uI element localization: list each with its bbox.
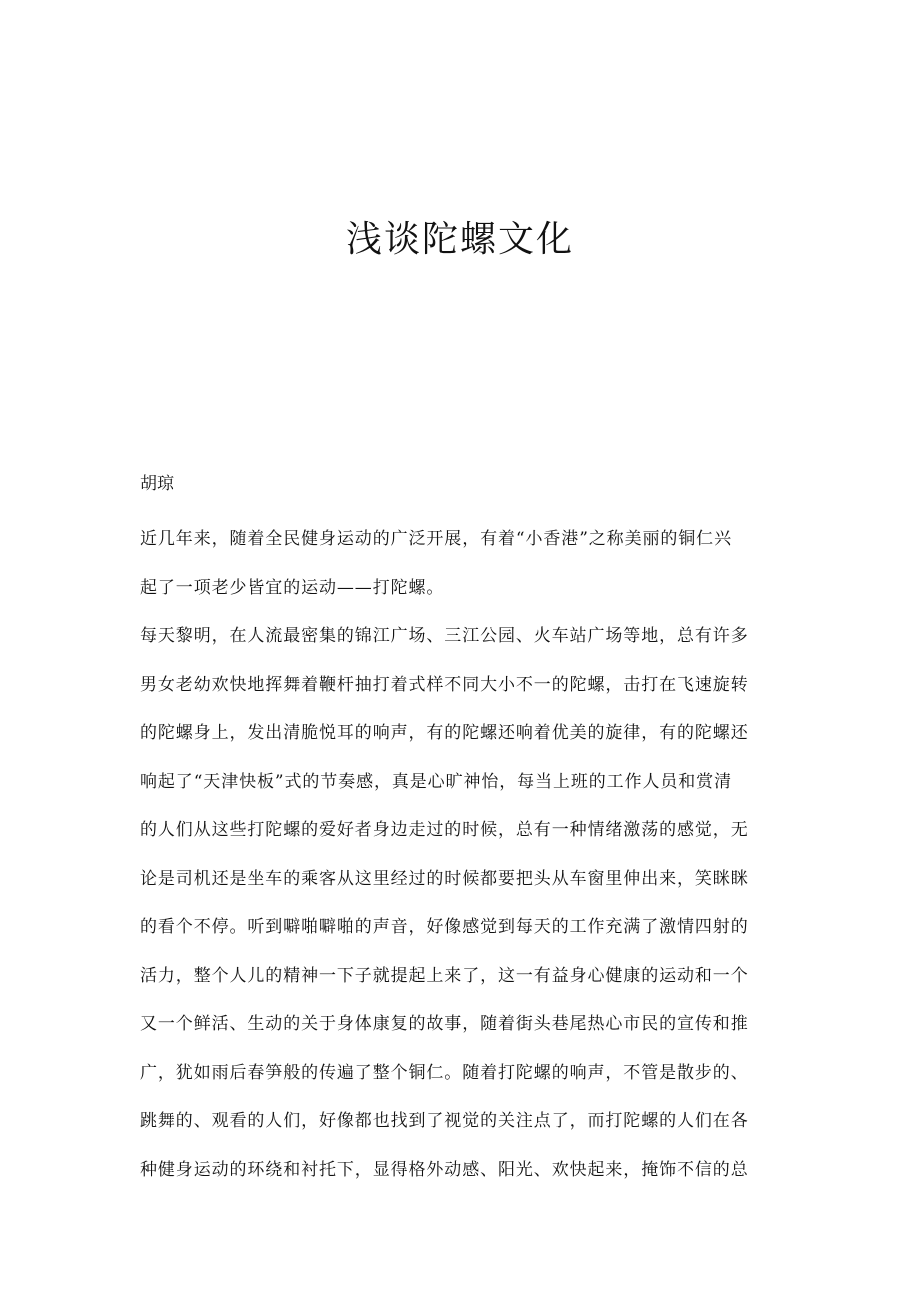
paragraph-line: 的人们从这些打陀螺的爱好者身边走过的时候，总有一种情绪激荡的感觉，无 [140,820,749,840]
paragraph-line: 起了一项老少皆宜的运动——打陀螺。 [140,577,445,598]
paragraph-1 [140,515,772,612]
paragraph-line: 活力，整个人儿的精神一下子就提起上来了，这一有益身心健康的运动和一个 [140,965,749,986]
paragraph-line: 每天黎明，在人流最密集的锦江广场、三江公园、火车站广场等地，总有许多 [140,626,749,646]
paragraph-line: 论是司机还是坐车的乘客从这里经过的时候都要把头从车窗里伸出来，笑眯眯 [140,868,749,889]
paragraph-line: 广，犹如雨后春笋般的传遍了整个铜仁。随着打陀螺的响声，不管是散步的、 [140,1062,749,1083]
paragraph-2 [140,612,772,1194]
paragraph-line: 的看个不停。听到噼啪噼啪的声音，好像感觉到每天的工作充满了激情四射的 [140,917,749,937]
author-name: 胡琼 [140,474,174,494]
document-title: 浅谈陀螺文化 [345,219,574,260]
paragraph-line: 响起了“天津快板”式的节奏感，真是心旷神怡，每当上班的工作人员和赏清 [140,771,732,792]
paragraph-line: 男女老幼欢快地挥舞着鞭杆抽打着式样不同大小不一的陀螺，击打在飞速旋转 [140,674,749,695]
paragraph-line: 近几年来，随着全民健身运动的广泛开展，有着“小香港”之称美丽的铜仁兴 [140,529,732,549]
paragraph-line: 又一个鲜活、生动的关于身体康复的故事，随着街头巷尾热心市民的宣传和推 [140,1014,749,1034]
paragraph-line: 跳舞的、观看的人们，好像都也找到了视觉的关注点了，而打陀螺的人们在各 [140,1111,749,1131]
paragraph-line: 的陀螺身上，发出清脆悦耳的响声，有的陀螺还响着优美的旋律，有的陀螺还 [140,723,749,743]
paragraph-line: 种健身运动的环绕和衬托下，显得格外动感、阳光、欢快起来，掩饰不信的总 [140,1159,749,1180]
